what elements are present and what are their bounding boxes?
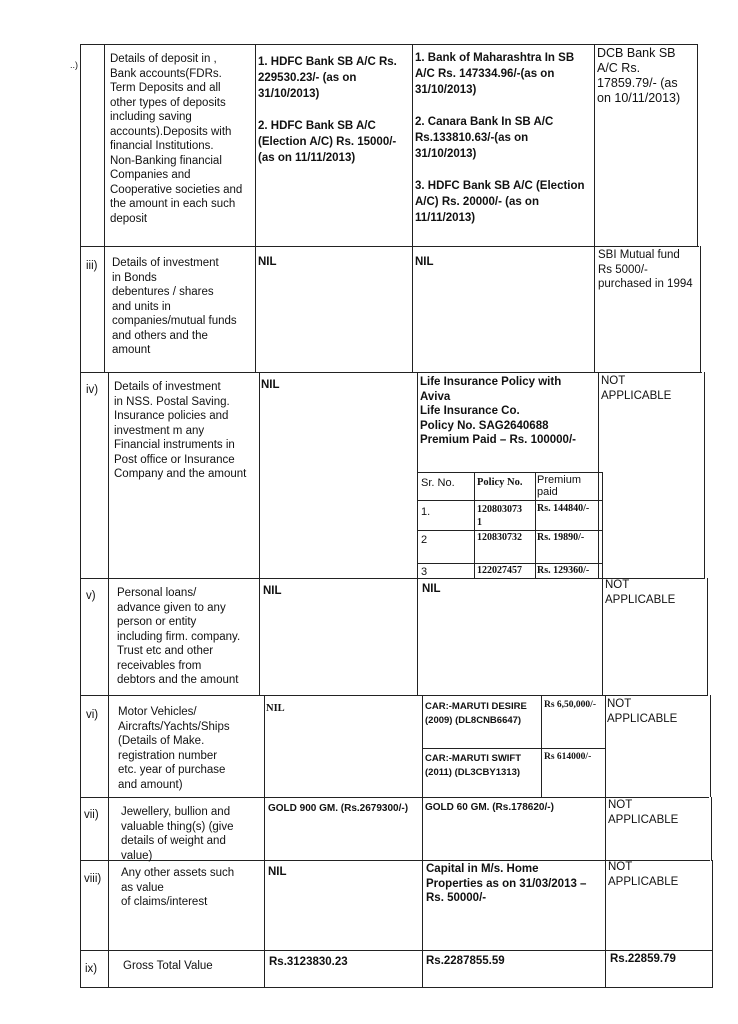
spouse-value: GOLD 60 GM. (Rs.178620/-) [425, 802, 554, 813]
dependent-value: NOT APPLICABLE [601, 375, 672, 402]
row-description: Motor Vehicles/ Aircrafts/Yachts/Ships (Details of Make. registration number etc. year of purchase and amount) [118, 706, 230, 791]
self-value: NIL [268, 866, 287, 878]
policy-number: 122027457 [477, 565, 522, 576]
self-value: NIL [263, 585, 282, 597]
vehicle-name: CAR:-MARUTI SWIFT (2011) (DL3CBY1313) [425, 753, 522, 778]
vehicle-amount: Rs 614000/- [544, 752, 592, 762]
row-description: Any other assets such as value of claims/interest [121, 867, 235, 908]
vehicle-amount: Rs 6,50,000/- [544, 700, 596, 710]
dependent-value: NOT APPLICABLE [605, 579, 676, 606]
policy-sr: 1. [421, 506, 431, 518]
row-description: Personal loans/ advance given to any person or entity including firm. company. Trust etc and other receivables from debtors and the amount [117, 587, 241, 686]
spouse-total: Rs.2287855.59 [426, 955, 505, 967]
dependent-total: Rs.22859.79 [610, 953, 676, 965]
row-description: Gross Total Value [123, 960, 213, 972]
policy-sr: 3 [421, 566, 428, 578]
policy-header-no: Policy No. [477, 477, 523, 488]
policy-premium: Rs. 19890/- [537, 532, 585, 543]
spouse-value: Capital in M/s. Home Properties as on 31/03/2013 – Rs. 50000/- [426, 863, 587, 904]
policy-sr: 2 [421, 534, 428, 546]
row-description: Details of deposit in , Bank accounts(FDRs. Term Deposits and all other types of deposits including saving accounts).Deposits with financial Institutions. Non-Banking financial Companies and Cooperative societies and the amount in each such deposit [110, 53, 243, 225]
dependent-value: NOT APPLICABLE [608, 861, 679, 888]
row-number: v) [86, 590, 96, 602]
dependent-value: NOT APPLICABLE [608, 799, 679, 826]
row-number: vi) [86, 709, 99, 721]
row-number: iii) [86, 260, 98, 272]
dependent-value: SBI Mutual fund Rs 5000/- purchased in 1994 [598, 249, 693, 290]
policy-number: 120803073 1 [477, 504, 522, 528]
self-deposits: 1. HDFC Bank SB A/C Rs. 229530.23/- (as on 31/10/2013) 2. HDFC Bank SB A/C (Election A/C) Rs. 15000/- (as on 11/11/2013) [258, 56, 397, 164]
self-total: Rs.3123830.23 [269, 956, 348, 968]
policy-number: 120830732 [477, 532, 522, 543]
row-number: ix) [85, 963, 98, 975]
dependent-deposits: DCB Bank SB A/C Rs. 17859.79/- (as on 10/11/2013) [597, 46, 681, 105]
dependent-value: NOT APPLICABLE [607, 698, 678, 725]
spouse-value: NIL [415, 256, 434, 268]
self-value: GOLD 900 GM. (Rs.2679300/-) [268, 803, 409, 814]
spouse-value: NIL [422, 583, 441, 595]
insurance-policy: Life Insurance Policy with Aviva Life Insurance Co. Policy No. SAG2640688 Premium Paid – Rs. 100000/- [420, 376, 576, 446]
row-number: vii) [84, 809, 99, 821]
row-description: Jewellery, bullion and valuable thing(s) (give details of weight and value) [121, 806, 234, 862]
policy-header-sr: Sr. No. [421, 477, 455, 489]
row-number: ..) [70, 60, 78, 70]
self-value: NIL [266, 703, 285, 714]
self-value: NIL [258, 256, 277, 268]
vehicle-name: CAR:-MARUTI DESIRE (2009) (DL8CNB6647) [425, 701, 527, 726]
policy-header-premium: Premium paid [537, 474, 582, 498]
row-number: viii) [84, 873, 102, 885]
row-number: iv) [86, 384, 99, 396]
policy-premium: Rs. 144840/- [537, 503, 590, 514]
policy-premium: Rs. 129360/- [537, 565, 590, 576]
spouse-deposits: 1. Bank of Maharashtra In SB A/C Rs. 147334.96/-(as on 31/10/2013) 2. Canara Bank In SB A/C Rs.133810.63/-(as on 31/10/2013) 3. HDFC Bank SB A/C (Election A/C) Rs. 20000/- (as on 11/11/2013) [415, 52, 585, 224]
row-description: Details of investment in NSS. Postal Saving. Insurance policies and investment m any Financial instruments in Post office or Insurance Company and the amount [114, 381, 247, 480]
row-description: Details of investment in Bonds debentures / shares and units in companies/mutual funds and others and the amount [112, 257, 237, 356]
self-value: NIL [261, 379, 280, 391]
